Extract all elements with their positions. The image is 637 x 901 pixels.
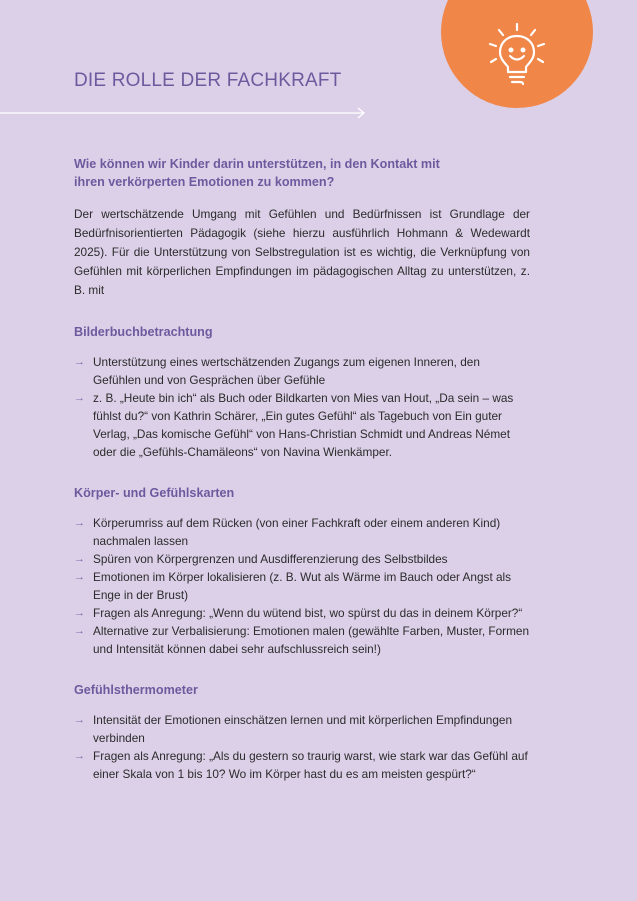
list-item-text: Unterstützung eines wertschätzenden Zugangs zum eigenen Inneren, den Gefühlen und von Gesprächen über Gefühle bbox=[93, 355, 480, 387]
arrow-bullet-icon: → bbox=[74, 392, 85, 404]
list-item-text: Körperumriss auf dem Rücken (von einer Fachkraft oder einem anderen Kind) nachmalen lassen bbox=[93, 516, 501, 548]
list-item bbox=[74, 604, 530, 622]
bullet-list bbox=[74, 353, 530, 461]
section-koerperkarten bbox=[74, 485, 530, 658]
list-item bbox=[74, 389, 530, 461]
page-title: DIE ROLLE DER FACHKRAFT bbox=[74, 70, 342, 91]
list-item-text: Fragen als Anregung: „Als du gestern so traurig warst, wie stark war das Gefühl auf einer Skala von 1 bis 10? Wo im Körper hast du es am meisten gespürt?“ bbox=[93, 749, 528, 781]
section-heading: Bilderbuchbetrachtung bbox=[74, 325, 213, 339]
list-item bbox=[74, 747, 530, 783]
list-item-text: Alternative zur Verbalisierung: Emotionen malen (gewählte Farben, Muster, Formen und Intensität können dabei sehr aufschlussreich sein!) bbox=[93, 624, 530, 656]
arrow-bullet-icon: → bbox=[74, 714, 85, 726]
list-item bbox=[74, 622, 530, 658]
section-gefuehlsthermometer bbox=[74, 682, 530, 783]
main-content bbox=[74, 155, 530, 783]
list-item bbox=[74, 353, 530, 389]
list-item-text: Fragen als Anregung: „Wenn du wütend bist, wo spürst du das in deinem Körper?“ bbox=[93, 606, 523, 620]
list-item-text: Emotionen im Körper lokalisieren (z. B. Wut als Wärme im Bauch oder Angst als Enge in der Brust) bbox=[93, 570, 512, 602]
arrow-bullet-icon: → bbox=[74, 356, 85, 368]
arrow-bullet-icon: → bbox=[74, 553, 85, 565]
list-item-text: Spüren von Körpergrenzen und Ausdifferenzierung des Selbstbildes bbox=[93, 552, 448, 566]
guiding-question: Wie können wir Kinder darin unterstützen, in den Kontakt mit ihren verkörperten Emotionen zu kommen? bbox=[74, 157, 440, 189]
header-badge bbox=[441, 0, 593, 108]
list-item bbox=[74, 568, 530, 604]
intro-paragraph: Der wertschätzende Umgang mit Gefühlen und Bedürfnissen ist Grundlage der Bedürfnisorientierten Pädagogik (siehe hierzu ausführlich Hohmann & Wedewardt 2025). Für die Unterstützung von Selbstregulation ist es wichtig, die Verknüpfung von Gefühlen mit körperlichen Empfindungen im pädagogischen Alltag zu unterstützen, z. B. mit bbox=[74, 207, 530, 297]
arrow-bullet-icon: → bbox=[74, 517, 85, 529]
list-item-text: Intensität der Emotionen einschätzen lernen und mit körperlichen Empfindungen verbinden bbox=[93, 713, 513, 745]
section-heading: Körper- und Gefühlskarten bbox=[74, 486, 235, 500]
section-heading: Gefühlsthermometer bbox=[74, 683, 198, 697]
arrow-bullet-icon: → bbox=[74, 571, 85, 583]
bullet-list bbox=[74, 514, 530, 658]
lightbulb-smiley-icon bbox=[485, 22, 549, 86]
list-item-text: z. B. „Heute bin ich“ als Buch oder Bildkarten von Mies van Hout, „Da sein – was fühlst du?“ von Kathrin Schärer, „Ein gutes Gefühl“ als Tagebuch von Ein guter Verlag, „Das komische Gefühl“ von Hans-Christian Schmidt und Andreas Német oder die „Gefühls-Chamäleons“ von Navina Wienkämper. bbox=[93, 391, 514, 459]
list-item bbox=[74, 514, 530, 550]
list-item bbox=[74, 550, 530, 568]
arrow-bullet-icon: → bbox=[74, 607, 85, 619]
arrow-bullet-icon: → bbox=[74, 625, 85, 637]
arrow-bullet-icon: → bbox=[74, 750, 85, 762]
title-underline-arrow bbox=[0, 106, 372, 120]
bullet-list bbox=[74, 711, 530, 783]
list-item bbox=[74, 711, 530, 747]
section-bilderbuch bbox=[74, 324, 530, 461]
